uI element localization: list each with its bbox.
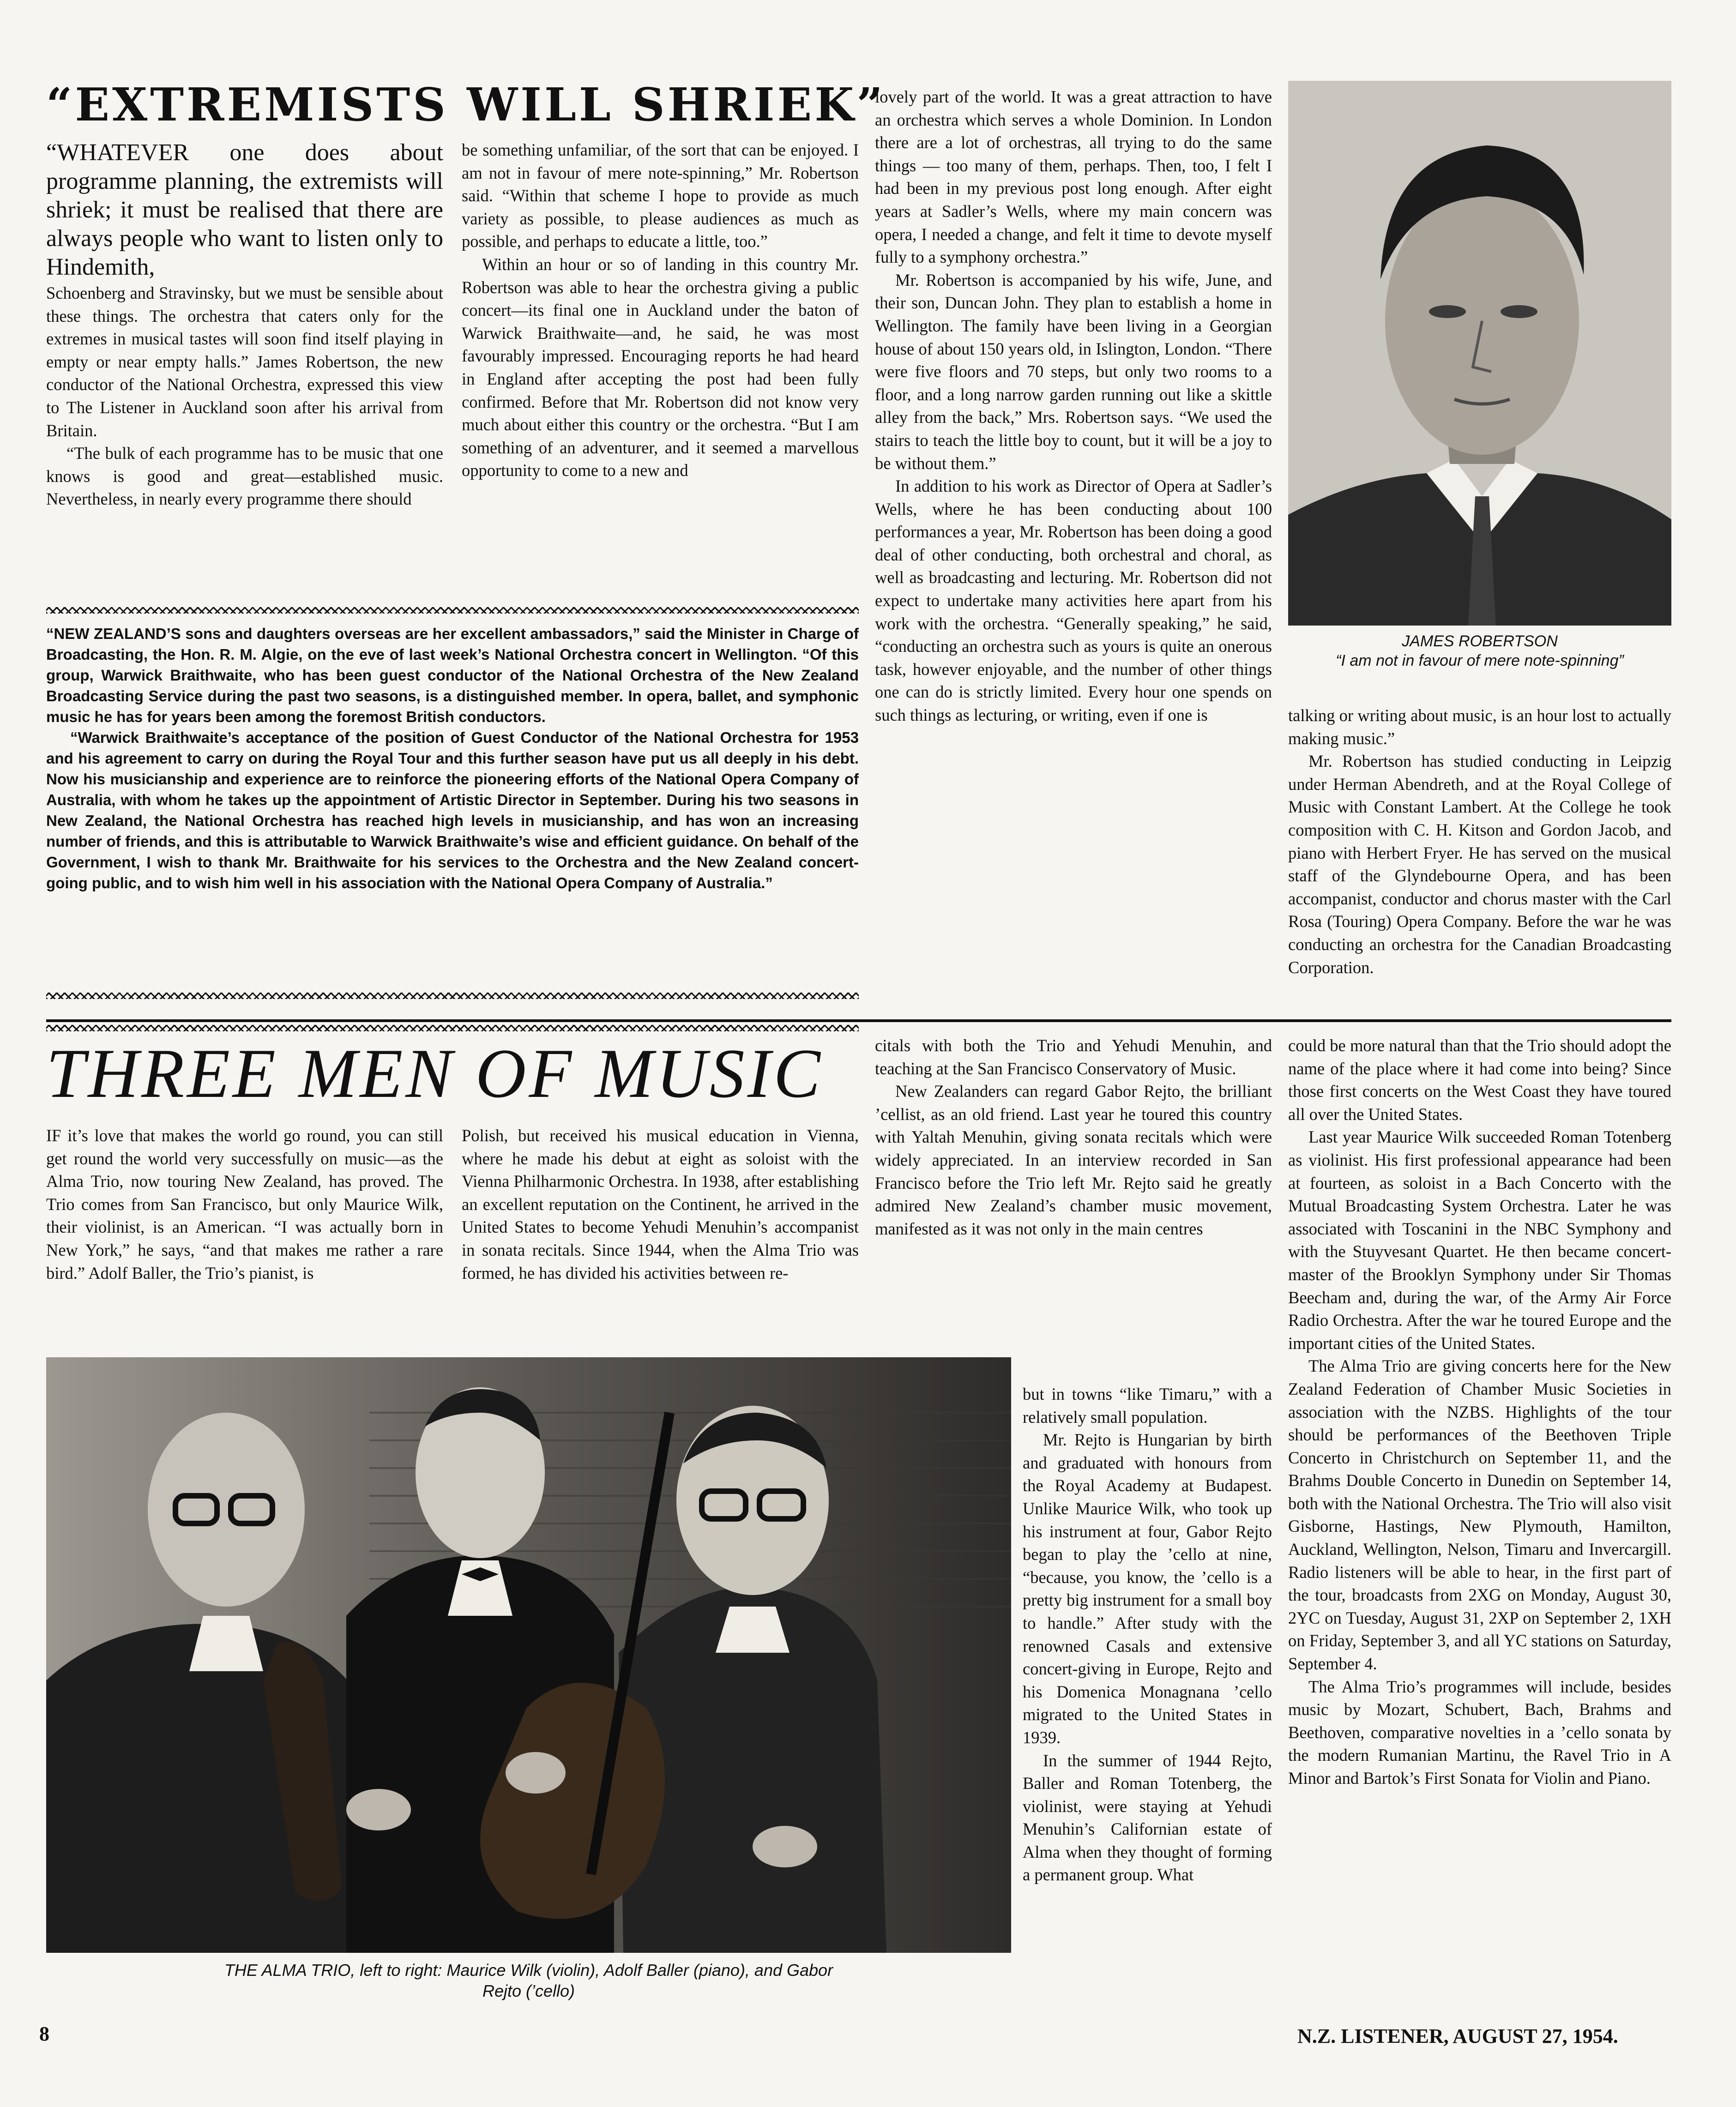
article2-col3-narrow-para: In the summer of 1944 Rejto, Baller and Roman Totenberg, the violinist, were staying at Yehudi Menuhin’s Californian estate of Alma when they thought of forming a permanent group. What (1023, 1751, 1272, 1884)
section-divider-wavy (46, 1025, 859, 1031)
portrait-illustration (1288, 81, 1671, 626)
alma-trio-caption-line2: Rejto (’cello) (482, 1981, 575, 2000)
robertson-caption-quote: “I am not in favour of mere note-spinning” (1336, 652, 1624, 669)
alma-trio-photo (46, 1357, 1011, 1953)
article1-lead: “WHATEVER one does about programme planning, the extremists will shriek; it must be realised that there are always people who want to listen only to Hindemith, (46, 139, 443, 280)
sidebar-para: “Warwick Braithwaite’s acceptance of the position of Guest Conductor of the National Orchestra for 1953 and his agreement to carry on during the Royal Tour and this further season have put us all deeply in his debt. Now his musicianship and experience are to reinforce the pioneering efforts of the National Opera Company of Australia, with whom he takes up the appointment of Artistic Director in September. During his two seasons in New Zealand, the National Orchestra has reached high levels in musicianship, and has won an increasing number of friends, and this is attributable to Warwick Braithwaite’s wise and efficient guidance. On behalf of the Government, I wish to thank Mr. Braithwaite for his services to the Orchestra and the New Zealand concert-going public, and to wish him well in his association with the National Opera Company of Australia.” (46, 729, 859, 891)
article2-col3-narrow-para: but in towns “like Timaru,” with a relatively small population. (1023, 1385, 1272, 1427)
article2-col3-para: New Zealanders can regard Gabor Rejto, the brilliant ’cellist, as an old friend. Last year he toured this country with Yaltah Menuhin, giving sonata recitals which were widely appreciated. In an interview recorded in San Francisco before the Trio left Mr. Rejto said he greatly admired New Zealand’s chamber music movement, manifested as it was not only in the main centres (875, 1082, 1272, 1238)
article1-col1-para: Schoenberg and Stravinsky, but we must be sensible about these things. The orchestra that caters only for the extremes in musical tastes will soon find itself playing in empty or near empty halls.” James Robertson, the new conductor of the National Orchestra, expressed this view to The Listener in Auckland soon after his arrival from Britain. (46, 283, 443, 440)
article2-col4-para: Last year Maurice Wilk succeeded Roman Totenberg as violinist. His first professional appearance had been at fourteen, as soloist in a Bach Concerto with the Mutual Broadcasting System Orchestra. Later he was associated with Toscanini in the NBC Symphony and with the Stuyvesant Quartet. He then became concert-master of the Brooklyn Symphony under Sir Thomas Beecham and, during the war, of the Army Air Force Radio Orchestra. After the war he toured Europe and the important cities of the United States. (1288, 1127, 1671, 1353)
article1-col3-para: In addition to his work as Director of Opera at Sadler’s Wells, where he has been conducting about 100 performances a year, Mr. Robertson has been doing a good deal of other conducting, both orchestral and choral, as well as broadcasting and lecturing. Mr. Robertson did not expect to undertake many activities here apart from his work with the orchestra. “Generally speaking,” he said, “conducting an orchestra such as yours is quite an onerous task, however enjoyable, and the number of other things one can do is strictly limited. Every hour one spends on such things as lecturing, or writing, even if one is (875, 476, 1272, 725)
article2-column-4 (1288, 1034, 1671, 1790)
sidebar-bottom-border (46, 993, 859, 999)
article1-headline: “EXTREMISTS WILL SHRIEK” (46, 78, 886, 132)
article2-column-3-narrow (1023, 1383, 1272, 1886)
alma-trio-caption-line1: THE ALMA TRIO, left to right: Maurice Wilk (violin), Adolf Baller (piano), and Gabor (224, 1961, 833, 1980)
braithwaite-sidebar (46, 623, 859, 893)
article2-col4-para: The Alma Trio are giving concerts here for the New Zealand Federation of Chamber Music Societies in association with the NZBS. Highlights of the tour should be performances of the Beethoven Triple Concerto in Christchurch on September 11, and the Brahms Double Concerto in Dunedin on September 14, both with the National Orchestra. The Trio will also visit Gisborne, Hastings, New Plymouth, Hamilton, Auckland, Wellington, Nelson, Timaru and Invercargill. Radio listeners will be able to hear, in the first part of the tour, broadcasts from 2XG on Monday, August 30, 2YC on Tuesday, August 31, 2XP on September 2, 1XH on Friday, September 3, and all YC stations on Saturday, September 4. (1288, 1356, 1671, 1674)
james-robertson-photo (1288, 81, 1671, 626)
article2-col3-narrow-para: Mr. Rejto is Hungarian by birth and graduated with honours from the Royal Academy at Budapest. Unlike Maurice Wilk, who took up his instrument at four, Gabor Rejto began to play the ’cello at nine, “because, you know, the ’cello is a pretty big instrument for a small boy to handle.” After study with the renowned Casals and extensive concert-giving in Europe, Rejto and his Domenica Monagnana ’cello migrated to the United States in 1939. (1023, 1430, 1272, 1747)
article1-col4-para: talking or writing about music, is an hour lost to actually making music.” (1288, 706, 1671, 748)
article2-headline: THREE MEN OF MUSIC (46, 1035, 823, 1112)
article1-column-2 (462, 138, 859, 482)
robertson-caption-name: JAMES ROBERTSON (1402, 632, 1558, 650)
article1-column-1 (46, 138, 443, 511)
article2-col1-para: IF it’s love that makes the world go round, you can still get round the world very successfully on music—as the Alma Trio, now touring New Zealand, has proved. The Trio comes from San Francisco, but only Maurice Wilk, their violinist, is an American. “I was actually born in New York,” he says, “and that makes me rather a rare bird.” Adolf Baller, the Trio’s pianist, is (46, 1126, 443, 1282)
article2-col2-para: Polish, but received his musical education in Vienna, where he made his debut at eight as soloist with the Vienna Philharmonic Orchestra. In 1938, after establishing an excellent reputation on the Continent, he arrived in the United States to become Yehudi Menuhin’s accompanist in sonata recitals. Since 1944, when the Alma Trio was formed, he has divided his activities between re- (462, 1126, 859, 1282)
article1-col3-para: Mr. Robertson is accompanied by his wife, June, and their son, Duncan John. They plan to establish a home in Wellington. The family have been living in a Georgian house of about 150 years old, in Islington, London. “There were five floors and 70 steps, but only two rooms to a floor, and a long narrow garden running out like a skittle alley from the back,” Mrs. Robertson says. “We used the stairs to teach the little boy to count, but it will be a joy to be without them.” (875, 270, 1272, 473)
article2-column-1 (46, 1124, 443, 1284)
article1-col2-para: Within an hour or so of landing in this country Mr. Robertson was able to hear the orchestra giving a public concert—its final one in Auckland under the baton of Warwick Braithwaite—and, he said, he was most favourably impressed. Encouraging reports he had heard in England after accepting the post had been fully confirmed. Before that Mr. Robertson did not know very much about either this country or the orchestra. “But I am something of an adventurer, and it seemed a marvellous opportunity to come to a new and (462, 254, 859, 480)
sidebar-para: “NEW ZEALAND’S sons and daughters overseas are her excellent ambassadors,” said the Minister in Charge of Broadcasting, the Hon. R. M. Algie, on the eve of last week’s National Orchestra concert in Wellington. “Of this group, Warwick Braithwaite, who has been guest conductor of the National Orchestra of the New Zealand Broadcasting Service during the past two seasons, is a distinguished member. In opera, ballet, and symphonic music he has for years been among the foremost British conductors. (46, 625, 859, 725)
article1-column-3 (875, 85, 1272, 727)
article2-column-2 (462, 1124, 859, 1284)
page-number: 8 (39, 2023, 49, 2045)
sidebar-top-border (46, 607, 859, 614)
article2-col4-para: The Alma Trio’s programmes will include, besides music by Mozart, Schubert, Bach, Brahms and Beethoven, comparative novelties in a ’cello sonata by the modern Rumanian Martinu, the Ravel Trio in A Minor and Bartok’s First Sonata for Violin and Piano. (1288, 1677, 1671, 1788)
article2-col4-para: could be more natural than that the Trio should adopt the name of the place where it had come into being? Since those first concerts on the West Coast they have toured all over the United States. (1288, 1036, 1671, 1124)
section-divider (46, 1019, 1671, 1022)
article2-col3-para: citals with both the Trio and Yehudi Menuhin, and teaching at the San Francisco Conservatory of Music. (875, 1036, 1272, 1078)
article1-col2-para: be something unfamiliar, of the sort that can be enjoyed. I am not in favour of mere note-spinning,” Mr. Robertson said. “Within that scheme I hope to provide as much variety as possible, to please audiences as much as possible, and perhaps to educate a little, too.” (462, 140, 859, 251)
article1-col4-para: Mr. Robertson has studied conducting in Leipzig under Herman Abendreth, and at the Royal College of Music with Constant Lambert. At the College he took composition with C. H. Kitson and Gordon Jacob, and piano with Herbert Fryer. He has served on the musical staff of the Glyndebourne Opera, and has been accompanist, conductor and chorus master with the Carl Rosa (Touring) Opera Company. Before the war he was conducting an orchestra for the Canadian Broadcasting Corporation. (1288, 752, 1671, 977)
article1-column-4 (1288, 704, 1671, 979)
publication-footer: N.Z. LISTENER, AUGUST 27, 1954. (1297, 2025, 1618, 2047)
article2-column-3-top (875, 1034, 1272, 1240)
trio-illustration (46, 1357, 1011, 1953)
article1-col3-para: lovely part of the world. It was a great attraction to have an orchestra which serves a whole Dominion. In London there are a lot of orchestras, all trying to do the same things — too many of them, perhaps. Then, too, I felt I had been in my previous post long enough. After eight years at Sadler’s Wells, where my main concern was opera, I needed a change, and felt it time to devote myself fully to a symphony orchestra.” (875, 87, 1272, 267)
article1-col1-para: “The bulk of each programme has to be music that one knows is good and great—established music. Nevertheless, in nearly every programme there should (46, 444, 443, 509)
